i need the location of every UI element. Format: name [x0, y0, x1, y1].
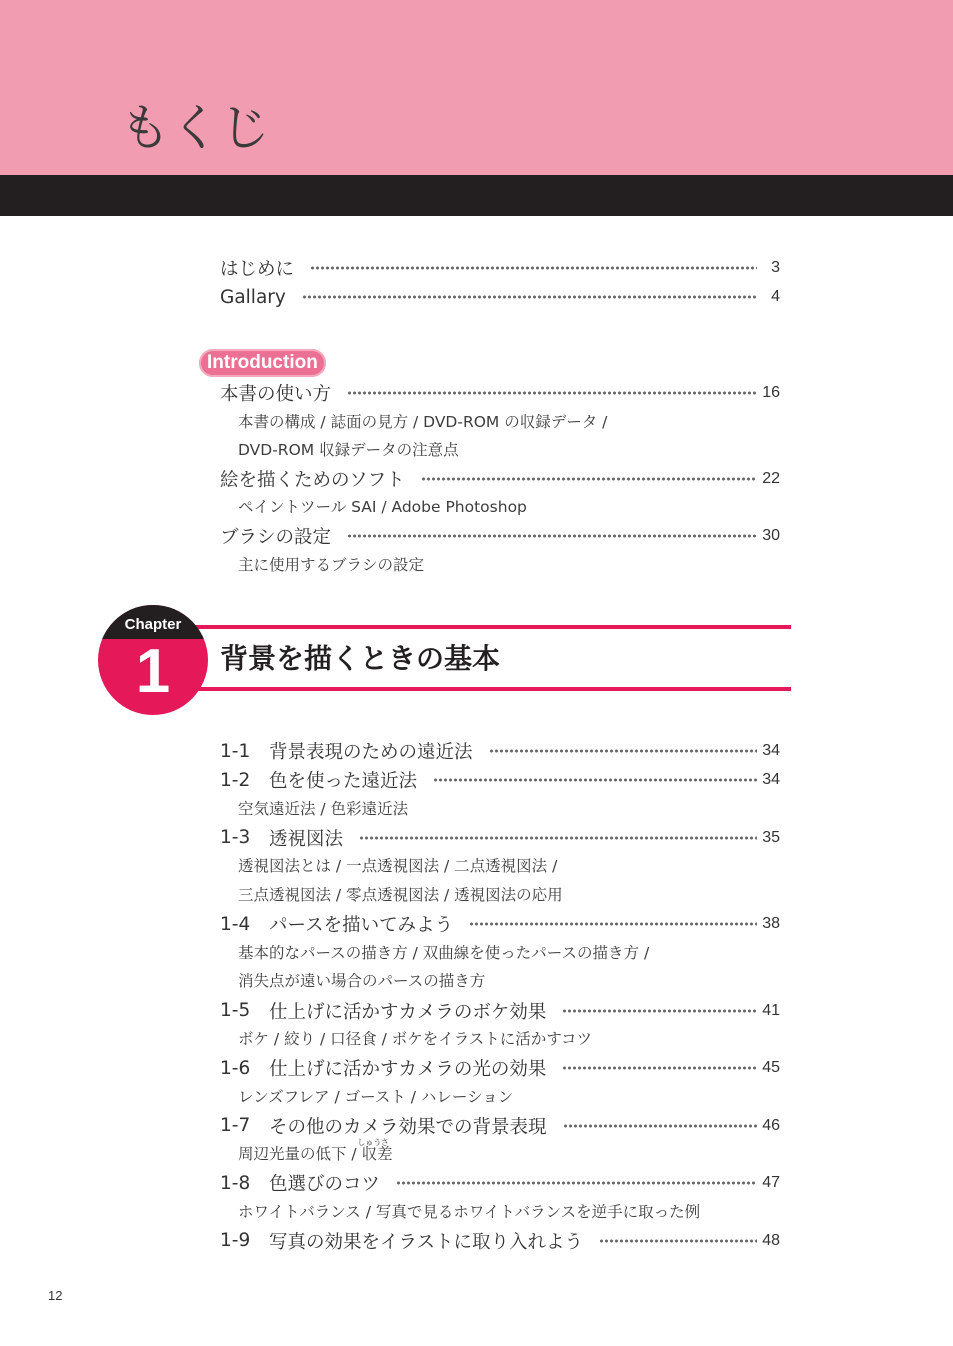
- toc-entry-title: パースを描いてみよう: [269, 915, 454, 937]
- toc-page-number: 34: [762, 742, 780, 760]
- toc-subtopics: [220, 1198, 780, 1227]
- toc-entry: [220, 910, 780, 939]
- chapter-title: 背景を描くときの基本: [220, 642, 501, 675]
- toc-entry: [220, 766, 780, 795]
- toc-subtopics: [220, 795, 780, 824]
- section-number: 1-4: [220, 913, 251, 935]
- toc-subtopics: [220, 939, 780, 968]
- toc-subtopics: [220, 852, 780, 881]
- ruby-base: 収: [361, 1145, 378, 1164]
- chapter-number: 1: [135, 637, 171, 706]
- toc-entry-title: 絵を描くためのソフト: [220, 470, 405, 492]
- toc-subtopics-text: 周辺光量の低下 /: [238, 1145, 362, 1164]
- toc-page-number: 46: [762, 1116, 780, 1134]
- toc-entry-title: Gallary: [220, 286, 286, 308]
- toc-page-number: 4: [771, 288, 780, 306]
- toc-subtopics-text: DVD-ROM 収録データの注意点: [238, 441, 459, 460]
- dot-leader: [599, 1239, 757, 1243]
- toc-entry: [220, 465, 780, 494]
- toc-entry-title: 本書の使い方: [220, 384, 332, 406]
- toc-entry-title: その他のカメラ効果での背景表現: [269, 1116, 547, 1138]
- ruby-reading: しゅう: [357, 1138, 382, 1148]
- toc-subtopics-text: ホワイトバランス / 写真で見るホワイトバランスを逆手に取った例: [238, 1202, 701, 1221]
- toc-subtopics-text: 主に使用するブラシの設定: [238, 555, 425, 574]
- ruby-base: 差: [377, 1145, 393, 1164]
- section-number: 1-8: [220, 1172, 251, 1194]
- toc-entry: [220, 1169, 780, 1198]
- chapter-badge: [98, 605, 208, 715]
- toc-subtopics-text: ペイントツール SAI / Adobe Photoshop: [238, 498, 527, 517]
- chapter-rule-top: [150, 625, 791, 629]
- dot-leader: [347, 534, 757, 538]
- dot-leader: [489, 749, 757, 753]
- dot-leader: [421, 477, 757, 481]
- toc-subtopics: [220, 1140, 780, 1169]
- section-number: 1-3: [220, 827, 251, 849]
- section-number: 1-6: [220, 1057, 251, 1079]
- toc-page-number: 47: [762, 1174, 780, 1192]
- toc-page-number: 22: [762, 470, 780, 488]
- toc-entry-title: 色選びのコツ: [269, 1174, 381, 1196]
- toc-subtopics-text: 透視図法とは / 一点透視図法 / 二点透視図法 /: [238, 857, 558, 876]
- dot-leader: [359, 836, 757, 840]
- toc-subtopics-text: ボケ / 絞り / 口径食 / ボケをイラストに活かすコツ: [238, 1029, 592, 1048]
- toc-subtopics: [220, 967, 780, 996]
- toc-subtopics-text: 基本的なパースの描き方 / 双曲線を使ったパースの描き方 /: [238, 943, 650, 962]
- toc-entry: [220, 1227, 780, 1256]
- dot-leader: [433, 778, 757, 782]
- dot-leader: [396, 1181, 757, 1185]
- toc-subtopics: [220, 408, 780, 437]
- toc-subtopics-text: レンズフレア / ゴースト / ハレーション: [238, 1087, 514, 1106]
- front-matter-list: [220, 254, 780, 312]
- dot-leader: [563, 1124, 757, 1128]
- toc-entry: [220, 283, 780, 312]
- toc-page-number: 38: [762, 915, 780, 933]
- toc-page-number: 34: [762, 771, 780, 789]
- toc-entry-title: 色を使った遠近法: [269, 771, 418, 793]
- toc-entry-title: 仕上げに活かすカメラのボケ効果: [269, 1001, 547, 1023]
- dot-leader: [469, 922, 757, 926]
- toc-subtopics: [220, 493, 780, 522]
- toc-page-number: 45: [762, 1059, 780, 1077]
- introduction-list: [220, 379, 780, 579]
- section-number: 1-2: [220, 769, 251, 791]
- toc-subtopics-text: 空気遠近法 / 色彩遠近法: [238, 799, 409, 818]
- toc-subtopics-text: 三点透視図法 / 零点透視図法 / 透視図法の応用: [238, 885, 563, 904]
- section-number: 1-7: [220, 1115, 251, 1137]
- section-number: 1-9: [220, 1230, 251, 1252]
- dot-leader: [562, 1009, 757, 1013]
- toc-page-number: 3: [771, 259, 780, 277]
- toc-entry-title: はじめに: [220, 259, 295, 281]
- section-number: 1-5: [220, 1000, 251, 1022]
- toc-subtopics: [220, 1083, 780, 1112]
- toc-entry-title: 仕上げに活かすカメラの光の効果: [269, 1059, 547, 1081]
- toc-page-number: 41: [762, 1001, 780, 1019]
- ruby-group: [377, 1140, 393, 1169]
- toc-entry: [220, 996, 780, 1025]
- toc-entry: [220, 379, 780, 408]
- dot-leader: [310, 266, 757, 270]
- toc-page-number: 16: [762, 384, 780, 402]
- ruby-group: [357, 1138, 382, 1169]
- chapter-rule-bottom: [150, 687, 791, 691]
- toc-page-number: 35: [762, 828, 780, 846]
- toc-entry: [220, 1054, 780, 1083]
- toc-entry: [220, 737, 780, 766]
- page-title: もくじ: [120, 99, 270, 157]
- toc-entry: [220, 254, 780, 283]
- toc-subtopics: [220, 1025, 780, 1054]
- ruby-reading: さ: [380, 1138, 389, 1148]
- dot-leader: [562, 1066, 757, 1070]
- toc-subtopics-text: 消失点が遠い場合のパースの描き方: [238, 972, 486, 991]
- toc-subtopics: [220, 881, 780, 910]
- toc-entry-title: 透視図法: [269, 828, 344, 850]
- toc-entry-title: 背景表現のための遠近法: [269, 742, 473, 764]
- section-number: 1-1: [220, 740, 251, 762]
- toc-subtopics: [220, 436, 780, 465]
- chapter-section-list: [220, 737, 780, 1255]
- toc-page-number: 30: [762, 527, 780, 545]
- toc-entry-title: 写真の効果をイラストに取り入れよう: [269, 1231, 583, 1253]
- toc-entry: [220, 1111, 780, 1140]
- dot-leader: [302, 295, 757, 299]
- toc-entry-title: ブラシの設定: [220, 527, 332, 549]
- toc-entry: [220, 522, 780, 551]
- page-number: 12: [48, 1288, 63, 1303]
- toc-page-number: 48: [762, 1231, 780, 1249]
- chapter-label: Chapter: [124, 616, 182, 633]
- toc-entry: [220, 823, 780, 852]
- introduction-badge: Introduction: [199, 349, 326, 377]
- header-black-band: [0, 175, 953, 216]
- dot-leader: [347, 391, 757, 395]
- toc-subtopics-text: 本書の構成 / 誌面の見方 / DVD-ROM の収録データ /: [238, 412, 608, 431]
- toc-subtopics: [220, 551, 780, 580]
